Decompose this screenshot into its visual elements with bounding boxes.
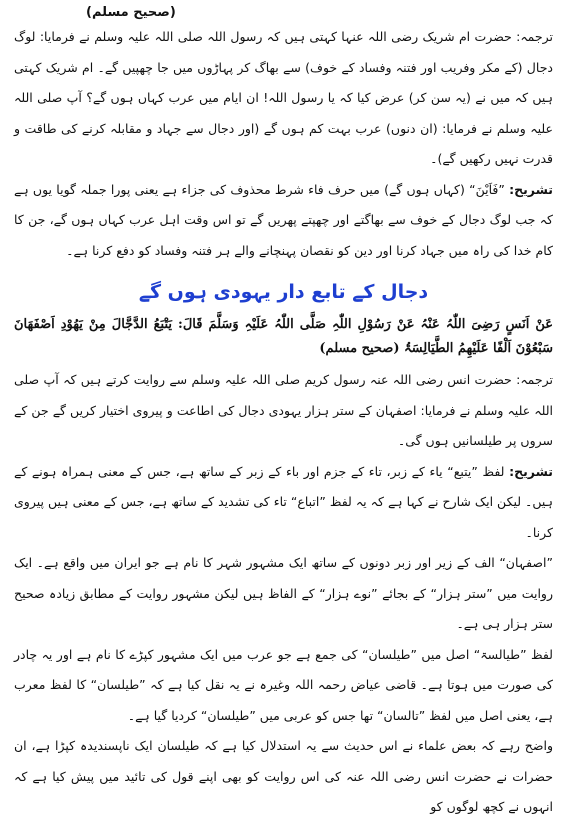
isfahan-paragraph: ”اصفہان“ الف کے زیر اور زبر دونوں کے ساتھ ایک مشہور شہر کا نام ہے جو ایران میں واقع ہے۔ ایک روایت میں ”ستر ہزار“ کے بجائے ”نوے ہزار“ کے الفاظ ہیں لیکن مشہور روایت کے مطابق زیادہ صحیح ستر ہزار ہی ہے۔	[14, 555, 553, 631]
translation-paragraph-2: ترجمہ: حضرت انس رضی اللہ عنہ رسول کریم صلی اللہ علیہ وسلم سے روایت کرتے ہیں کہ آپ صلی اللہ علیہ وسلم نے فرمایا: اصفہان کے ستر ہزار یہودی دجال کی اطاعت و پیروی اختیار کریں گے جن کے سروں پر طیلسانیں ہوں گی۔	[14, 372, 553, 448]
explanation-text: لفظ ”یتبع“ یاء کے زبر، تاء کے جزم اور باء کے زبر کے ساتھ ہے، جس کے معنی ہمراہ ہونے کے ہیں۔ لیکن ایک شارح نے کہا ہے کہ یہ لفظ ”اتباع“ تاء کی تشدید کے ساتھ ہے، جس کے معنی ہیں پیروی کرنا۔	[14, 463, 553, 540]
arabic-text: عَنْ اَنَسٍ رَضِیَ اللّٰہُ عَنْہُ عَنْ رَسُوْلِ اللّٰہِ صَلَّی اللّٰہُ عَلَیْہِ وَسَلَّمَ قَالَ: یَتْبَعُ الدَّجَّالَ مِنْ یَھُوْدِ اَصْفَھَانَ سَبْعُوْنَ اَلْفًا عَلَیْھِمُ الطَّیَالِسَۃُ	[14, 317, 553, 356]
arabic-reference: (صحیح مسلم)	[319, 341, 400, 356]
explanation-label: تشریح:	[509, 181, 553, 197]
translation-paragraph-1: ترجمہ: حضرت ام شریک رضی اللہ عنہا کہتی ہیں کہ رسول اللہ صلی اللہ علیہ وسلم نے فرمایا: لوگ دجال (کے مکر وفریب اور فتنہ وفساد کے خوف) سے بھاگ کر پہاڑوں میں جا چھپیں گے۔ ام شریک کہتی ہیں کہ میں نے (یہ سن کر) عرض کیا کہ یا رسول اللہ! ان ایام میں عرب کہاں ہوں گے؟ آپ صلی اللہ علیہ وسلم نے فرمایا: (ان دنوں) عرب بہت کم ہوں گے (اور دجال سے جہاد و مقابلہ کرنے کی طاقت و قدرت نہیں رکھیں گے)۔	[14, 29, 553, 166]
explanation-text: ”فَاَیْنَ“ (کہاں ہوں گے) میں حرف فاء شرط محذوف کی جزاء ہے یعنی پورا جملہ گویا یوں ہے کہ جب لوگ دجال کے خوف سے بھاگتے اور چھپتے پھریں گے تو اس وقت اہل عرب کہاں ہوں گے، جن کا کام خدا کی راہ میں جہاد کرنا اور دین کو نقصان پہنچانے والے ہر فتنہ وفساد کو دفع کرنا ہے۔	[14, 181, 553, 258]
note-paragraph: واضح رہے کہ بعض علماء نے اس حدیث سے یہ استدلال کیا ہے کہ طیلسان ایک ناپسندیدہ کپڑا ہے، ان حضرات نے حضرت انس رضی اللہ عنہ کی اس روایت کو بھی اپنے قول کی تائید میں پیش کیا ہے کہ انہوں نے کچھ لوگوں کو	[14, 738, 553, 814]
hadith-reference: (صحیح مسلم)	[86, 5, 176, 20]
explanation-paragraph-1	[14, 175, 553, 267]
tayalisa-paragraph: لفظ ”طیالسۃ“ اصل میں ”طیلسان“ کی جمع ہے جو عرب میں ایک مشہور کپڑے کا نام ہے اور یہ چادر کی صورت میں ہوتا ہے۔ قاضی عیاض رحمہ اللہ وغیرہ نے یہ نقل کیا ہے کہ ”طیلسان“ کا لفظ معرب ہے، یعنی اصل میں لفظ ”تالسان“ تھا جس کو عربی میں ”طیلسان“ کردیا گیا ہے۔	[14, 646, 553, 723]
explanation-label: تشریح:	[509, 463, 553, 479]
explanation-paragraph-2	[14, 457, 553, 549]
section-heading: دجال کے تابع دار یہودی ہوں گے	[138, 281, 429, 303]
arabic-hadith	[14, 313, 553, 361]
